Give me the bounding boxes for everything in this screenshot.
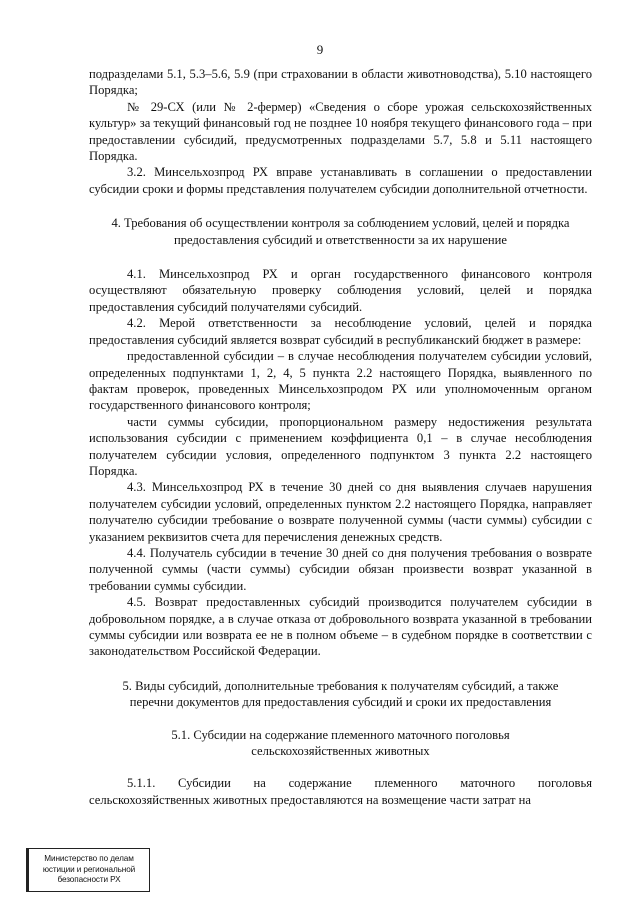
paragraph: части суммы субсидии, пропорциональном размеру недостижения результата использования субсидии с применением коэффициента 0,1 – в случае несоблюдения получателем субсидии условия, определенного подпунктом 3 пункта 2.2 настоящего Порядка. bbox=[89, 414, 592, 478]
paragraph: 3.2. Минсельхозпрод РХ вправе устанавливать в соглашении о предоставлении субсидии сроки и формы представления получателем субсидии дополнительной отчетности. bbox=[89, 165, 592, 196]
paragraph: 4.3. Минсельхозпрод РХ в течение 30 дней со дня выявления случаев нарушения получателем субсидии условий, определенных пунктом 2.2 настоящего Порядка, направляет получателю субсидии требование о возврате полученной суммы (части суммы) субсидии с указанием реквизитов счета для перечисления денежных средств. bbox=[89, 480, 592, 544]
paragraph: подразделами 5.1, 5.3–5.6, 5.9 (при страховании в области животноводства), 5.10 настоящего Порядка; bbox=[89, 67, 592, 98]
paragraph: 4.1. Минсельхозпрод РХ и орган государственного финансового контроля осуществляют обязательную проверку соблюдения условий, целей и порядка предоставления субсидий получателями субсидий. bbox=[89, 267, 592, 314]
document-body bbox=[89, 66, 592, 808]
paragraph: 4.5. Возврат предоставленных субсидий производится получателем субсидии в добровольном порядке, а в случае отказа от добровольного возврата указанной в требовании суммы субсидии или возврата ее не в полном объеме – в судебном порядке в соответствии с законодательством Российской Федерации. bbox=[89, 595, 592, 659]
paragraph: № 29-СХ (или № 2-фермер) «Сведения о сборе урожая сельскохозяйственных культур» за текущий финансовый год не позднее 10 ноября текущего финансового года – при предоставлении субсидий, предусмотренных подразделами 5.7, 5.8 и 5.11 настоящего Порядка. bbox=[89, 99, 592, 164]
paragraph: предоставленной субсидии – в случае несоблюдения получателем субсидии условий, определенных подпунктами 1, 2, 4, 5 пункта 2.2 настоящего Порядка, выявленного по фактам проверок, проведенных Минсельхозпродом РХ или уполномоченным органом государственного финансового контроля; bbox=[89, 349, 592, 413]
page-number: 9 bbox=[316, 42, 324, 57]
stamp-line: юстиции и региональной bbox=[42, 864, 136, 874]
stamp-line: безопасности РХ bbox=[57, 875, 121, 884]
paragraph: 5.1.1. Субсидии на содержание племенного маточного поголовья сельскохозяйственных животных предоставляются на возмещение части затрат на bbox=[89, 776, 592, 807]
stamp-line: Министерство по делам bbox=[44, 854, 134, 863]
paragraph: 4.2. Мерой ответственности за несоблюдение условий, целей и порядка предоставления субсидий является возврат субсидий в республиканский бюджет в размере: bbox=[89, 316, 592, 347]
ministry-stamp bbox=[26, 848, 150, 892]
section-5-heading: 5. Виды субсидий, дополнительные требования к получателям субсидий, а также перечни документов для предоставления субсидий и сроки их предоставления bbox=[122, 678, 559, 710]
section-4-heading: 4. Требования об осуществлении контроля за соблюдением условий, целей и порядка предоставления субсидий и ответственности за их нарушение bbox=[111, 216, 570, 247]
paragraph: 4.4. Получатель субсидии в течение 30 дней со дня получения требования о возврате полученной суммы (части суммы) субсидии обязан произвести возврат указанной в требовании суммы субсидии. bbox=[89, 545, 592, 593]
subsection-5-1-heading: 5.1. Субсидии на содержание племенного маточного поголовья сельскохозяйственных животных bbox=[171, 727, 510, 759]
